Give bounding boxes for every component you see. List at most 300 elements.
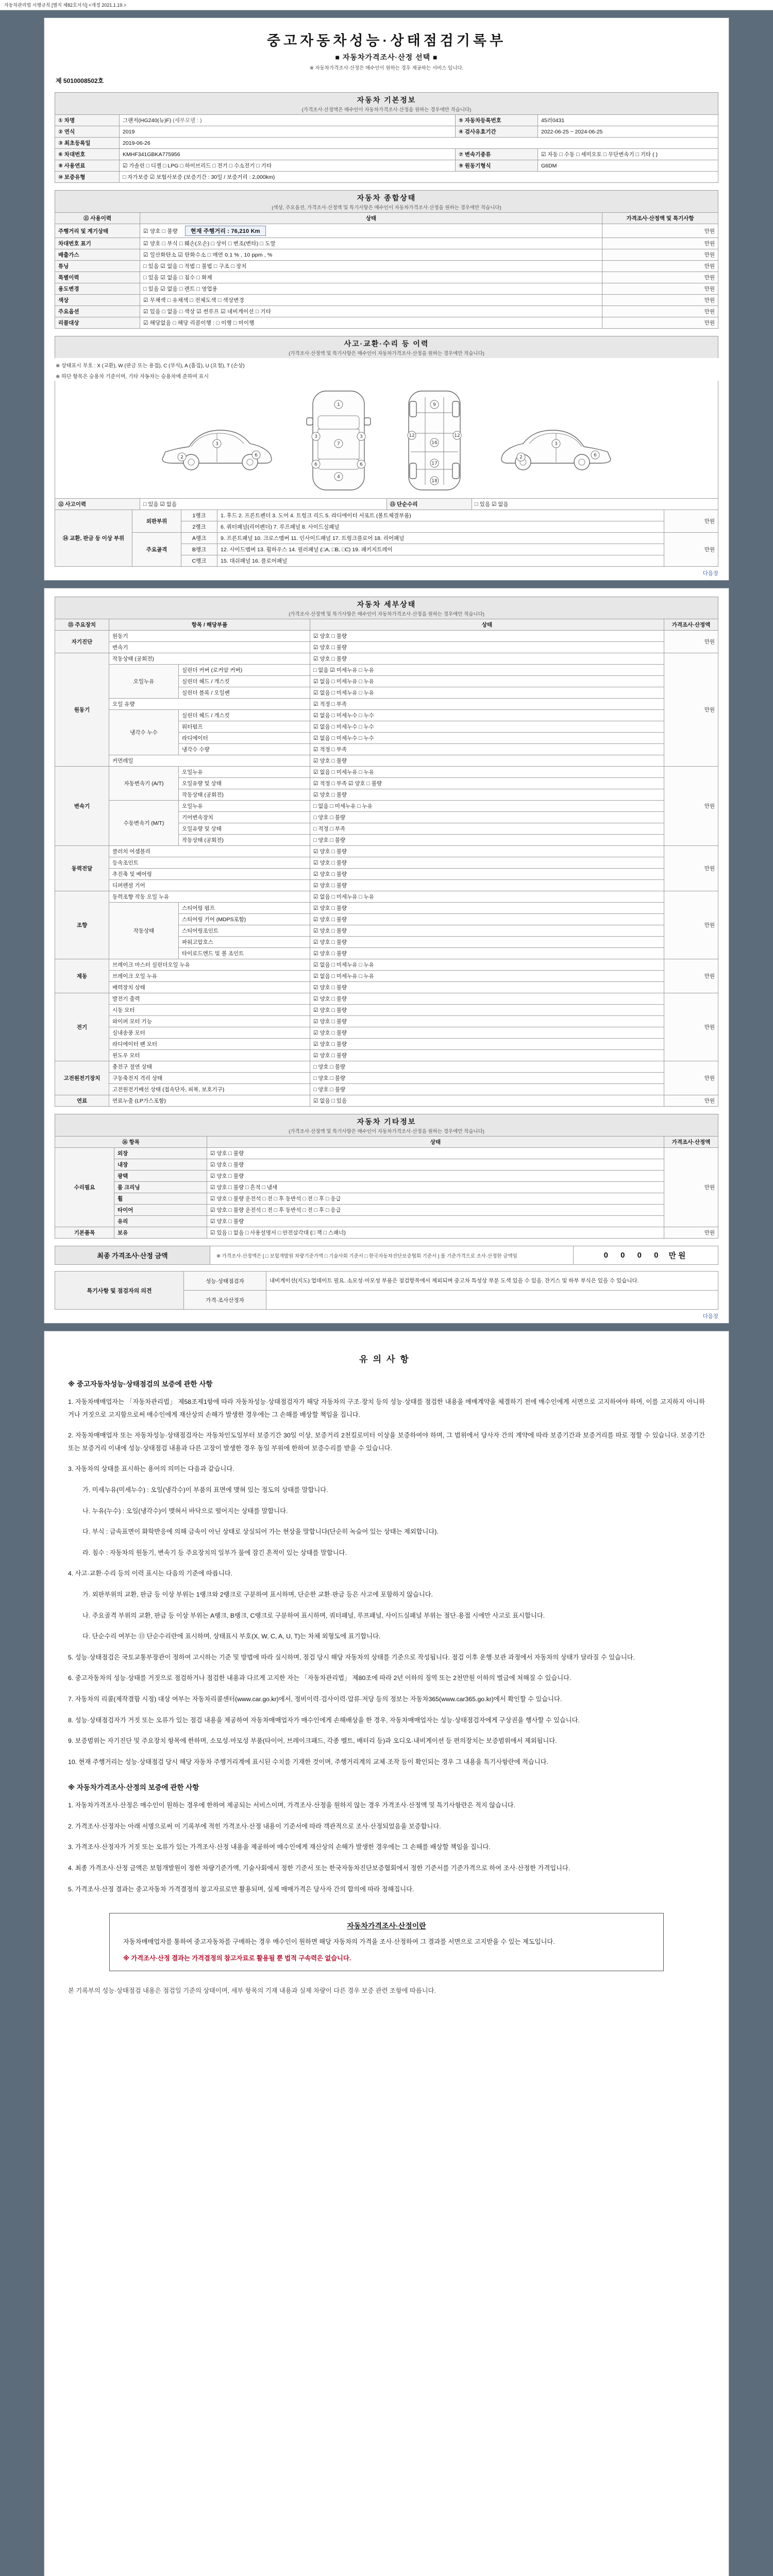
- table-header-row: [55, 619, 718, 631]
- notice-item: 2. 가격조사·산정자는 아래 서명으로써 이 기록부에 적힌 가격조사·산정 내용이 기준서에 따라 객관적으로 조사·산정되었음을 보증합니다.: [68, 1822, 441, 1830]
- section-misc-header: [55, 1114, 718, 1136]
- device-item-state: ☑ 양호 □ 불량: [310, 869, 664, 880]
- notice-item: 4. 사고·교환·수리 등의 이력 표시는 다음의 기준에 따릅니다.: [68, 1570, 232, 1578]
- doc-header: [55, 29, 718, 85]
- device-row: [55, 1016, 718, 1027]
- device-item-state: ☑ 없음 □ 미세누유 □ 누유: [310, 687, 664, 699]
- device-item-state: □ 적정 □ 부족: [310, 823, 664, 835]
- panel-page1: [44, 18, 729, 581]
- device-item-label: 브레이크 마스터 실린더오일 누유: [109, 959, 310, 971]
- notice-item: 가. 외판부위의 교환, 판금 등 이상 부위는 1랭크와 2랭크로 구분하여 표시하며, 단순한 교환·판금 등은 사고에 포함하지 않습니다.: [82, 1590, 433, 1598]
- device-group-label: 고전원전기장치: [55, 1061, 109, 1095]
- fuel-label: ⑧ 사용연료: [55, 160, 120, 172]
- misc-group-price: 만원: [664, 1227, 718, 1239]
- part-category: 외판부위: [132, 510, 181, 533]
- reg-no-label: ⑤ 자동차등록번호: [456, 115, 538, 126]
- device-row: [55, 665, 718, 676]
- next-page-link[interactable]: 다음장: [702, 1313, 718, 1319]
- misc-item-label: 보유: [114, 1227, 207, 1239]
- document-number: 제 5010008502호: [56, 77, 104, 84]
- use-history-label: 특별이력: [55, 272, 140, 283]
- svg-text:18: 18: [431, 479, 438, 484]
- misc-row: [55, 1182, 718, 1193]
- device-item-label: 시동 모터: [109, 1005, 310, 1016]
- engine-type-label: ⑨ 원동기형식: [456, 160, 538, 172]
- device-item-state: ☑ 없음 □ 미세누유 □ 누유: [310, 959, 664, 971]
- device-item-label: 추진축 및 베어링: [109, 869, 310, 880]
- use-history-state: ☑ 양호 □ 불량 현재 주행거리 : 76,210 Km: [140, 224, 602, 238]
- remarks-inspector-label: 성능·상태점검자: [184, 1272, 266, 1291]
- device-row: [55, 767, 718, 778]
- use-history-label: 배출가스: [55, 249, 140, 261]
- misc-row: [55, 1148, 718, 1159]
- device-item-label: 작동상태 (공회전): [109, 653, 310, 665]
- device-item-label: 오일누유: [179, 767, 310, 778]
- notice-item: 나. 누유(누수) : 오일(냉각수)이 맺혀서 바닥으로 떨어지는 상태를 말합니다.: [82, 1507, 288, 1515]
- car-diagrams: [55, 381, 718, 499]
- panel-notices: [44, 1331, 729, 2576]
- device-item-state: ☑ 양호 □ 불량: [310, 925, 664, 937]
- section-misc-note: (가격조사·산정액 및 특기사항은 매수인이 자동차가격조사·산정을 원하는 경우에만 적습니다): [289, 1129, 484, 1134]
- simple-repair-label: ⑬ 단순수리: [386, 499, 472, 510]
- device-row: [55, 1073, 718, 1084]
- device-item-state: ☑ 양호 □ 불량: [310, 631, 664, 642]
- device-item-label: 등속조인트: [109, 857, 310, 869]
- use-history-price: 만원: [602, 272, 718, 283]
- section-detail-header: [55, 597, 718, 619]
- misc-group-label: 수리필요: [55, 1148, 114, 1227]
- exchange-section-label: ⑭ 교환, 판금 등 이상 부위: [55, 510, 132, 567]
- svg-text:17: 17: [431, 461, 438, 466]
- svg-text:6: 6: [594, 453, 597, 458]
- misc-item-label: 룸 크리닝: [114, 1182, 207, 1193]
- device-row: [55, 1005, 718, 1016]
- remarks-title: 특기사항 및 점검자의 의견: [55, 1272, 184, 1310]
- section-basic-title: 자동차 기본정보: [357, 96, 416, 104]
- part-rank: 1랭크: [181, 510, 217, 521]
- vin-value: KMHF341GBKA775956: [120, 149, 456, 160]
- misc-row: [55, 1159, 718, 1171]
- col-state: 상태: [207, 1137, 664, 1148]
- part-price: 만원: [664, 510, 718, 533]
- device-item-label: 실린더 커버 (로커암 커버): [179, 665, 310, 676]
- fuel-checkboxes: ☑ 가솔린 □ 디젤 □ LPG □ 하이브리드 □ 전기 □ 수소전기 □ 기타: [120, 160, 456, 172]
- use-history-row: [55, 306, 718, 317]
- device-row: [55, 1095, 718, 1107]
- device-item-label: 동력조향 작동 오일 누유: [109, 891, 310, 903]
- use-history-label: 튜닝: [55, 261, 140, 272]
- device-row: [55, 846, 718, 857]
- svg-text:6: 6: [360, 462, 363, 467]
- table-row: [55, 160, 718, 172]
- device-sub-label: 오일누유: [109, 665, 179, 699]
- device-item-label: 라디에이터 팬 모터: [109, 1039, 310, 1050]
- accident-history-label: ⑫ 사고이력: [55, 499, 140, 510]
- device-item-label: 타이로드엔드 및 볼 조인트: [179, 948, 310, 959]
- device-item-state: ☑ 양호 □ 불량: [310, 937, 664, 948]
- device-item-state: ☑ 없음 □ 있음: [310, 1095, 664, 1107]
- device-item-state: ☑ 양호 □ 불량: [310, 1027, 664, 1039]
- device-item-state: ☑ 없음 □ 미세누수 □ 누수: [310, 721, 664, 733]
- device-row: [55, 1039, 718, 1050]
- use-history-price: 만원: [602, 261, 718, 272]
- col-price: 가격조사·산정액: [664, 619, 718, 631]
- notice-closing: 본 기록부의 성능·상태점검 내용은 점검일 기준의 상태이며, 세부 항목의 기재 내용과 실제 차량이 다른 경우 보증 관련 조항에 따릅니다.: [68, 1987, 436, 1994]
- part-list: 1. 후드 2. 프론트펜더 3. 도어 4. 트렁크 리드 5. 라디에이터 서포트 (볼트체결부품): [217, 510, 664, 521]
- notice-section-heading: ※ 자동차가격조사·산정의 보증에 관한 사항: [68, 1784, 199, 1792]
- use-history-row: [55, 238, 718, 249]
- device-item-state: ☑ 없음 □ 미세누수 □ 누수: [310, 733, 664, 744]
- section-misc-title: 자동차 기타정보: [357, 1117, 416, 1126]
- use-history-state: □ 있음 ☑ 없음 □ 적법 □ 불법 □ 구조 □ 장치: [140, 261, 602, 272]
- device-item-label: 오일누유: [179, 801, 310, 812]
- device-row: [55, 903, 718, 914]
- simple-repair-checkboxes: □ 있음 ☑ 없음: [472, 499, 718, 510]
- misc-group-label: 기본품목: [55, 1227, 114, 1239]
- device-group-label: 원동기: [55, 653, 109, 767]
- use-history-row: [55, 283, 718, 295]
- price-survey-box-emphasis: ※ 가격조사·산정 결과는 가격결정의 참고자료로 활용될 뿐 법적 구속력은 없습니다.: [123, 1954, 351, 1962]
- misc-item-label: 내장: [114, 1159, 207, 1171]
- misc-row: [55, 1171, 718, 1182]
- part-list: 6. 쿼터패널(리어펜더) 7. 루프패널 8. 사이드실패널: [217, 521, 664, 533]
- page-subtitle: ■ 자동차가격조사·산정 선택 ■: [335, 53, 438, 61]
- misc-info-table: [55, 1136, 718, 1239]
- device-item-label: 스티어링 펌프: [179, 903, 310, 914]
- final-price-label: 최종 가격조사·산정 금액: [55, 1246, 210, 1264]
- section-basic-header: [55, 92, 718, 114]
- next-page-link[interactable]: 다음장: [702, 570, 718, 577]
- device-item-state: ☑ 적정 □ 부족: [310, 744, 664, 755]
- remarks-table: [55, 1271, 718, 1310]
- device-group-label: 자기진단: [55, 631, 109, 653]
- device-item-label: 실린더 헤드 / 개스킷: [179, 676, 310, 687]
- device-row: [55, 801, 718, 812]
- use-history-price: 만원: [602, 249, 718, 261]
- device-item-label: 오일유량 및 상태: [179, 778, 310, 789]
- device-item-label: 발전기 출력: [109, 993, 310, 1005]
- device-item-state: ☑ 적정 □ 부족 ☑ 양호 □ 불량: [310, 778, 664, 789]
- device-item-state: ☑ 양호 □ 불량: [310, 993, 664, 1005]
- device-group-price: 만원: [664, 767, 718, 846]
- device-item-label: 윈도우 모터: [109, 1050, 310, 1061]
- notice-item: 5. 가격조사·산정 결과는 중고자동차 가격결정의 참고자료로만 활용되며, 실제 매매가격은 당사자 간의 합의에 따라 정해집니다.: [68, 1885, 414, 1893]
- device-row: [55, 755, 718, 767]
- use-history-state: ☑ 양호 □ 부식 □ 훼손(오손) □ 상이 □ 변조(변타) □ 도말: [140, 238, 602, 249]
- warranty-label: ⑩ 보증유형: [55, 172, 120, 183]
- svg-text:6: 6: [314, 462, 317, 467]
- device-group-label: 제동: [55, 959, 109, 993]
- device-item-state: □ 없음 ☑ 미세누유 □ 누유: [310, 665, 664, 676]
- svg-text:4: 4: [337, 474, 340, 480]
- use-history-row: [55, 272, 718, 283]
- svg-text:9: 9: [433, 402, 436, 408]
- form-reference-text: 자동차관리법 시행규칙 [별지 제82호서식] <개정 2021.1.19.>: [4, 3, 127, 8]
- accident-history-checkboxes: □ 있음 ☑ 없음: [140, 499, 387, 510]
- device-group-price: 만원: [664, 891, 718, 959]
- comprehensive-table: [55, 212, 718, 329]
- section-detail-note: (가격조사·산정액 및 특기사항은 매수인이 자동차가격조사·산정을 원하는 경우에만 적습니다): [289, 612, 484, 617]
- device-row: [55, 869, 718, 880]
- part-rank: B랭크: [181, 544, 217, 555]
- device-item-label: 변속기: [109, 642, 310, 653]
- misc-item-state: ☑ 양호 □ 불량: [207, 1171, 664, 1182]
- mileage-value: 현재 주행거리 : 76,210 Km: [185, 226, 266, 236]
- reg-no-value: 45러0431: [538, 115, 718, 126]
- device-item-state: ☑ 양호 □ 불량: [310, 1050, 664, 1061]
- year-label: ② 연식: [55, 126, 120, 138]
- notice-item: 라. 침수 : 자동차의 원동기, 변속기 등 주요장치의 일부가 물에 잠긴 흔적이 있는 상태를 말합니다.: [82, 1549, 347, 1556]
- part-list: 15. 대쉬패널 16. 플로어패널: [217, 555, 664, 567]
- table-row: [55, 138, 718, 149]
- transmission-checkboxes: ☑ 자동 □ 수동 □ 세미오토 □ 무단변속기 □ 기타 ( ): [538, 149, 718, 160]
- device-item-state: ☑ 없음 □ 미세누유 □ 누유: [310, 971, 664, 982]
- device-group-price: 만원: [664, 1061, 718, 1095]
- price-survey-box-title: 자동차가격조사·산정이란: [347, 1922, 426, 1930]
- device-item-state: ☑ 양호 □ 불량: [310, 642, 664, 653]
- submodel: (세부모델 : ): [173, 117, 202, 124]
- svg-text:7: 7: [337, 442, 340, 447]
- car-name: 그랜저(HG240(뉴)F): [123, 117, 172, 124]
- misc-item-state: ☑ 양호 □ 불량: [207, 1159, 664, 1171]
- svg-text:3: 3: [314, 434, 317, 439]
- misc-item-label: 타이어: [114, 1205, 207, 1216]
- device-row: [55, 857, 718, 869]
- device-item-state: □ 양호 □ 불량: [310, 1084, 664, 1095]
- use-history-label: 리콜대상: [55, 317, 140, 329]
- part-category: 주요골격: [132, 533, 181, 567]
- page-subtitle-note: ※ 자동차가격조사·산정은 매수인이 원하는 경우 제공하는 서비스 입니다.: [309, 65, 464, 71]
- svg-text:2: 2: [519, 455, 523, 460]
- page-title: 중고자동차성능·상태점검기록부: [266, 33, 507, 48]
- use-history-row: [55, 249, 718, 261]
- device-row: [55, 653, 718, 665]
- device-item-label: 클러치 어셈블리: [109, 846, 310, 857]
- device-item-label: 오일 유량: [109, 699, 310, 710]
- section-comprehensive-note: (색상, 주요옵션, 가격조사·산정액 및 특기사항은 매수인이 자동차가격조사·산정을 원하는 경우에만 적습니다): [272, 205, 501, 211]
- remarks-appraiser-label: 가격·조사산정자: [184, 1291, 266, 1310]
- svg-text:3: 3: [215, 442, 219, 447]
- col-price: 가격조사·산정액 및 특기사항: [602, 213, 718, 224]
- col-item: 항목 / 해당부품: [109, 619, 310, 631]
- table-row: [55, 115, 718, 126]
- section-comprehensive-title: 자동차 종합상태: [357, 194, 416, 202]
- device-item-label: 작동상태 (공회전): [179, 835, 310, 846]
- notice-item: 3. 자동차의 상태를 표시하는 용어의 의미는 다음과 같습니다.: [68, 1465, 234, 1473]
- device-item-label: 커먼레일: [109, 755, 310, 767]
- exchange-part-row: [55, 510, 718, 521]
- use-history-state: ☑ 일산화탄소 ☑ 탄화수소 □ 매연 0.1 % , 10 ppm , %: [140, 249, 602, 261]
- device-row: [55, 1061, 718, 1073]
- col-item: ⑯ 항목: [55, 1137, 207, 1148]
- svg-text:6: 6: [255, 453, 258, 458]
- device-sub-label: 수동변속기 (M/T): [109, 801, 179, 846]
- year-value: 2019: [120, 126, 456, 138]
- use-history-row: [55, 224, 718, 238]
- notice-item: 3. 가격조사·산정자가 거짓 또는 오류가 있는 가격조사·산정 내용을 제공하여 매수인에게 재산상의 손해가 발생한 경우에는 그 손해를 배상할 책임을 집니다.: [68, 1843, 491, 1851]
- device-item-label: 파워고압호스: [179, 937, 310, 948]
- device-group-price: 만원: [664, 993, 718, 1061]
- part-rank: 2랭크: [181, 521, 217, 533]
- table-header-row: [55, 1137, 718, 1148]
- device-row: [55, 891, 718, 903]
- device-item-label: 와이퍼 모터 기능: [109, 1016, 310, 1027]
- final-price-row: [55, 1246, 718, 1265]
- device-item-state: ☑ 양호 □ 불량: [310, 1005, 664, 1016]
- part-list: 9. 프론트패널 10. 크로스멤버 11. 인사이드패널 17. 트렁크플로어 18. 리어패널: [217, 533, 664, 544]
- col-price: 가격조사·산정액: [664, 1137, 718, 1148]
- misc-item-state: ☑ 양호 □ 불량 운전석 □ 전 □ 후 동반석 □ 전 □ 후 □ 응급: [207, 1193, 664, 1205]
- device-sub-label: 냉각수 누수: [109, 710, 179, 755]
- inspection-period-value: 2022-06-25 ~ 2024-06-25: [538, 126, 718, 138]
- notice-item: 4. 최종 가격조사·산정 금액은 보험개발원이 정한 차량기준가액, 기술사회에서 정한 기준서 또는 한국자동차진단보증협회에서 정한 기준서를 기준가격으로 하여 조사·산정한 가격입니다.: [68, 1865, 570, 1872]
- part-list: 12. 사이드멤버 13. 휠하우스 14. 필러패널 (□A, □B, □C) 19. 패키지트레이: [217, 544, 664, 555]
- remarks-inspector-text: 내비게이션(지도) 업데이트 필요. 소모성·마모성 부품은 점검항목에서 제외되며 중고차 특성상 부분 도색 있을 수 있음. 잔기스 및 하부 부식은 있을 수 있습니다.: [266, 1272, 718, 1291]
- misc-item-state: ☑ 양호 □ 불량 운전석 □ 전 □ 후 동반석 □ 전 □ 후 □ 응급: [207, 1205, 664, 1216]
- use-history-state: □ 있음 ☑ 없음 □ 침수 □ 화재: [140, 272, 602, 283]
- device-item-state: □ 양호 □ 불량: [310, 835, 664, 846]
- device-row: [55, 982, 718, 993]
- misc-row: [55, 1227, 718, 1239]
- device-row: [55, 1050, 718, 1061]
- remarks-appraiser-text: [266, 1291, 718, 1310]
- svg-text:12: 12: [409, 433, 415, 438]
- use-history-row: [55, 295, 718, 306]
- detail-state-table: [55, 619, 718, 1107]
- col-state: 상태: [140, 213, 602, 224]
- device-group-label: 동력전달: [55, 846, 109, 891]
- device-item-label: 워터펌프: [179, 721, 310, 733]
- svg-text:3: 3: [554, 442, 558, 447]
- misc-item-state: ☑ 양호 □ 불량: [207, 1216, 664, 1227]
- device-item-state: ☑ 양호 □ 불량: [310, 755, 664, 767]
- device-item-label: 배력장치 상태: [109, 982, 310, 993]
- svg-text:12: 12: [454, 433, 460, 438]
- use-history-state: ☑ 무채색 □ 유채색 □ 전체도색 □ 색상변경: [140, 295, 602, 306]
- device-item-state: ☑ 양호 □ 불량: [310, 982, 664, 993]
- device-item-label: 오일유량 및 상태: [179, 823, 310, 835]
- device-item-label: 구동축전지 격리 상태: [109, 1073, 310, 1084]
- device-sub-label: 자동변속기 (A/T): [109, 767, 179, 801]
- device-row: [55, 971, 718, 982]
- device-group-price: 만원: [664, 959, 718, 993]
- use-history-price: 만원: [602, 224, 718, 238]
- first-reg-label: ③ 최초등록일: [55, 138, 120, 149]
- notice-item: 7. 자동차의 리콜(제작결함 시정) 대상 여부는 자동차리콜센터(www.car.go.kr)에서, 정비이력·검사이력·압류·저당 등의 정보는 자동차365(www.car365.go.kr)에서 확인할 수 있습니다.: [68, 1695, 562, 1703]
- svg-text:16: 16: [431, 440, 438, 446]
- device-row: [55, 631, 718, 642]
- price-survey-box: [109, 1913, 664, 1971]
- panel-page2: [44, 588, 729, 1324]
- device-group-label: 조향: [55, 891, 109, 959]
- table-row: [55, 149, 718, 160]
- notice-item: 2. 자동차매매업자 또는 자동차성능·상태점검자는 자동차인도일부터 보증기간 30일 이상, 보증거리 2천킬로미터 이상을 보증하여야 하며, 그 범위에서 당사자 간의 계약에 따라 보증기간과 보증거리를 따로 정할 수 있습니다. 보증기간 또는 보증거리 이내에 성능·상태점검 내용과 다른 고장이 발생한 경우 동일 부위에 한하여 보증수리를 받을 수 있습니다.: [68, 1432, 705, 1452]
- table-row: [55, 1272, 718, 1291]
- car-diagram-side-right: [494, 401, 618, 479]
- car-name-label: ① 차명: [55, 115, 120, 126]
- notice-item: 다. 부식 : 금속표면이 화학반응에 의해 금속이 아닌 상태로 상실되어 가는 현상을 말합니다(단순히 녹슬어 있는 상태는 제외합니다).: [82, 1528, 439, 1536]
- part-rank: C랭크: [181, 555, 217, 567]
- device-item-label: 고전원전기배선 상태 (접속단자, 피복, 보호기구): [109, 1084, 310, 1095]
- use-history-price: 만원: [602, 306, 718, 317]
- svg-text:3: 3: [360, 434, 363, 439]
- part-rank: A랭크: [181, 533, 217, 544]
- misc-item-state: ☑ 양호 □ 불량 □ 흔적 □ 냄새: [207, 1182, 664, 1193]
- notice-item: 나. 주요골격 부위의 교환, 판금 등 이상 부위는 A랭크, B랭크, C랭크로 구분하여 표시하며, 쿼터패널, 루프패널, 사이드실패널 부위는 절단·용접 시에만 사고로 표시합니다.: [82, 1612, 545, 1619]
- use-history-label: 차대번호 표기: [55, 238, 140, 249]
- notice-item: 1. 자동차가격조사·산정은 매수인이 원하는 경우에 한하여 제공되는 서비스이며, 가격조사·산정을 원하지 않는 경우 가격조사·산정액 및 특기사항란은 적지 않습니다.: [68, 1802, 516, 1809]
- engine-type-value: G6DM: [538, 160, 718, 172]
- device-row: [55, 1027, 718, 1039]
- device-group-label: 변속기: [55, 767, 109, 846]
- use-history-label: 색상: [55, 295, 140, 306]
- misc-group-price: 만원: [664, 1148, 718, 1227]
- misc-item-state: ☑ 양호 □ 불량: [207, 1148, 664, 1159]
- final-price-digits: 0 0 0 0: [603, 1251, 664, 1260]
- notice-item: 5. 성능·상태점검은 국토교통부장관이 정하여 고시하는 기준 및 방법에 따라 실시하며, 점검 당시 해당 자동차의 상태를 기준으로 작성됩니다. 점검 이후 운행·보관 과정에서 자동차의 상태가 달라질 수 있습니다.: [68, 1653, 635, 1661]
- form-reference-strip: [0, 0, 773, 10]
- device-item-state: □ 양호 □ 불량: [310, 1073, 664, 1084]
- table-row: [55, 172, 718, 183]
- device-row: [55, 1084, 718, 1095]
- device-item-state: ☑ 양호 □ 불량: [310, 789, 664, 801]
- device-item-state: □ 양호 □ 불량: [310, 1061, 664, 1073]
- car-diagram-bottom-view: [398, 386, 470, 494]
- device-item-label: 라디에이터: [179, 733, 310, 744]
- table-row: [55, 126, 718, 138]
- device-item-label: 기어변속장치: [179, 812, 310, 823]
- device-item-label: 실린더 헤드 / 개스킷: [179, 710, 310, 721]
- misc-row: [55, 1205, 718, 1216]
- accident-flags-table: [55, 498, 718, 510]
- state-code-legend2: ※ 하단 항목은 승용차 기준이며, 기타 자동차는 승용차에 준하여 표시: [56, 374, 209, 380]
- misc-item-label: 광택: [114, 1171, 207, 1182]
- basic-info-table: [55, 114, 718, 183]
- misc-row: [55, 1216, 718, 1227]
- use-history-price: 만원: [602, 283, 718, 295]
- section-basic-note: (가격조사·산정액은 매수인이 자동차가격조사·산정을 원하는 경우에만 적습니다): [301, 107, 472, 113]
- car-name-value: [120, 115, 456, 126]
- device-item-state: ☑ 없음 □ 미세누유 □ 누유: [310, 891, 664, 903]
- device-item-label: 실린더 블록 / 오일팬: [179, 687, 310, 699]
- device-group-price: 만원: [664, 653, 718, 767]
- col-state: 상태: [310, 619, 664, 631]
- notice-item: 다. 단순수리 여부는 ⑬ 단순수리란에 표시하며, 상태표시 부호(X, W, C, A, U, T)는 차체 외형도에 표기합니다.: [82, 1633, 381, 1640]
- use-history-state: □ 있음 ☑ 없음 □ 렌트 □ 영업용: [140, 283, 602, 295]
- use-history-price: 만원: [602, 317, 718, 329]
- transmission-label: ⑦ 변속기종류: [456, 149, 538, 160]
- section-detail-title: 자동차 세부상태: [357, 600, 416, 608]
- section-comprehensive-header: [55, 190, 718, 212]
- use-history-state: ☑ 있음 □ 없음 □ 색상 ☑ 썬루프 ☑ 네비게이션 □ 기타: [140, 306, 602, 317]
- use-history-label: 주요옵션: [55, 306, 140, 317]
- section-accident-note: (가격조사·산정액 및 특기사항은 매수인이 자동차가격조사·산정을 원하는 경우에만 적습니다): [289, 351, 484, 357]
- notice-item: 9. 보증범위는 자기진단 및 주요장치 항목에 한하며, 소모성·마모성 부품(타이어, 브레이크패드, 각종 벨트, 배터리 등)과 오디오·내비게이션 등 편의장치는 보증범위에서 제외됩니다.: [68, 1737, 557, 1745]
- device-row: [55, 993, 718, 1005]
- col-device: ⑮ 주요장치: [55, 619, 109, 631]
- device-group-price: 만원: [664, 631, 718, 653]
- car-diagram-top-view: [303, 386, 375, 494]
- device-item-label: 냉각수 수량: [179, 744, 310, 755]
- device-item-state: ☑ 양호 □ 불량: [310, 948, 664, 959]
- first-reg-value: 2019-06-26: [120, 138, 718, 149]
- device-item-state: □ 양호 □ 불량: [310, 812, 664, 823]
- misc-item-label: 외장: [114, 1148, 207, 1159]
- device-row: [55, 710, 718, 721]
- device-row: [55, 642, 718, 653]
- device-row: [55, 699, 718, 710]
- accident-parts-table: [55, 510, 718, 567]
